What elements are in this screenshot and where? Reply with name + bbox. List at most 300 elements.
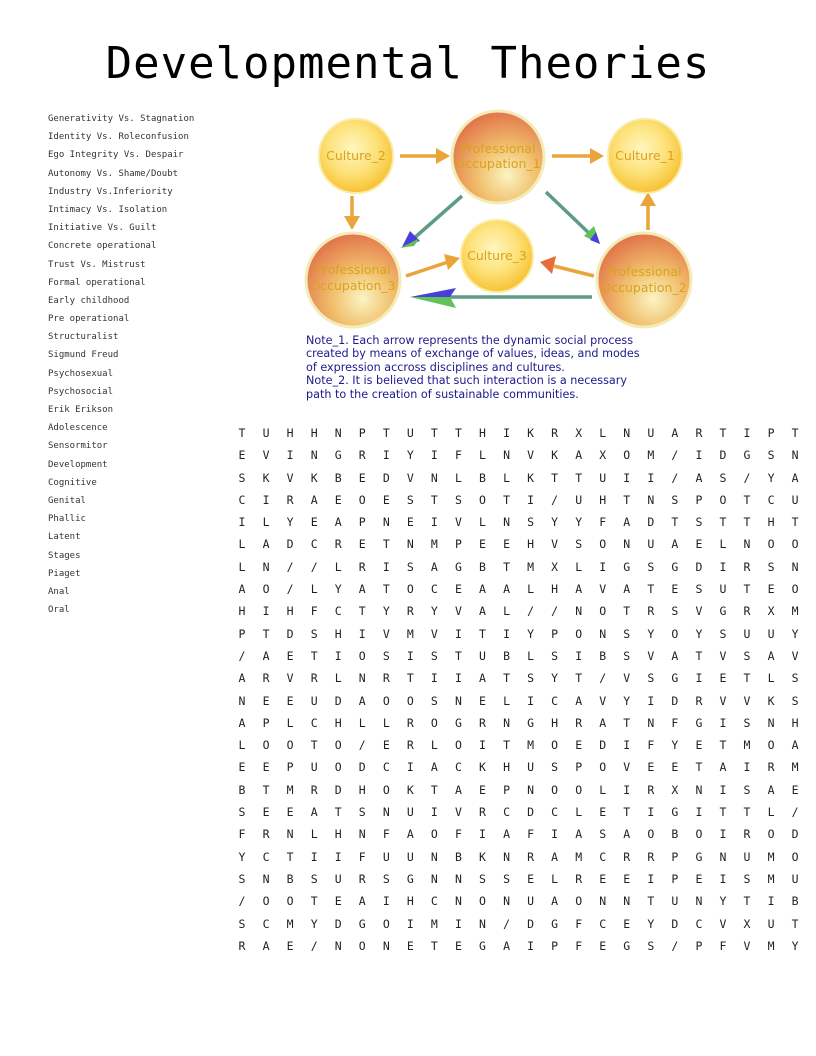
grid-letter[interactable]: / — [238, 894, 246, 909]
grid-letter[interactable]: A — [430, 559, 438, 574]
grid-letter[interactable]: G — [695, 849, 703, 864]
grid-letter[interactable]: R — [743, 604, 751, 619]
grid-letter[interactable]: R — [647, 782, 655, 797]
grid-letter[interactable]: V — [454, 805, 462, 820]
grid-letter[interactable]: K — [527, 470, 535, 485]
grid-letter[interactable]: D — [647, 515, 655, 530]
grid-letter[interactable]: E — [599, 805, 607, 820]
grid-letter[interactable]: S — [479, 871, 486, 886]
grid-letter[interactable]: T — [430, 782, 438, 797]
grid-letter[interactable]: T — [743, 671, 751, 686]
grid-letter[interactable]: R — [527, 849, 535, 864]
grid-letter[interactable]: V — [406, 470, 414, 485]
grid-letter[interactable]: A — [671, 426, 679, 440]
grid-letter[interactable]: H — [527, 537, 535, 552]
grid-letter[interactable]: N — [647, 715, 655, 730]
grid-letter[interactable]: L — [503, 693, 510, 708]
grid-letter[interactable]: F — [575, 938, 583, 953]
grid-letter[interactable]: I — [743, 760, 751, 775]
grid-letter[interactable]: H — [551, 582, 559, 597]
grid-letter[interactable]: A — [479, 604, 486, 619]
grid-letter[interactable]: N — [454, 871, 462, 886]
grid-letter[interactable]: T — [695, 760, 703, 775]
grid-letter[interactable]: R — [479, 715, 486, 730]
grid-letter[interactable]: I — [262, 604, 270, 619]
grid-letter[interactable]: O — [695, 827, 703, 842]
grid-letter[interactable]: T — [743, 805, 751, 820]
grid-letter[interactable]: C — [599, 849, 607, 864]
grid-letter[interactable]: I — [454, 626, 462, 641]
grid-letter[interactable]: E — [286, 693, 294, 708]
grid-letter[interactable]: N — [599, 626, 607, 641]
grid-letter[interactable]: U — [599, 470, 607, 485]
grid-letter[interactable]: H — [334, 626, 342, 641]
grid-letter[interactable]: / — [743, 470, 751, 485]
grid-letter[interactable]: R — [695, 426, 703, 440]
grid-letter[interactable]: Y — [551, 515, 559, 530]
grid-letter[interactable]: P — [551, 626, 559, 641]
grid-letter[interactable]: I — [503, 626, 510, 641]
grid-letter[interactable]: N — [310, 448, 318, 463]
grid-letter[interactable]: X — [767, 604, 775, 619]
grid-letter[interactable]: I — [695, 671, 703, 686]
grid-letter[interactable]: U — [334, 871, 342, 886]
grid-letter[interactable]: B — [454, 849, 462, 864]
grid-letter[interactable]: C — [430, 582, 438, 597]
grid-letter[interactable]: S — [623, 626, 631, 641]
grid-letter[interactable]: V — [262, 448, 270, 463]
grid-letter[interactable]: B — [671, 827, 679, 842]
grid-letter[interactable]: A — [671, 648, 679, 663]
grid-letter[interactable]: Y — [430, 604, 438, 619]
grid-letter[interactable]: K — [479, 760, 486, 775]
grid-letter[interactable]: I — [430, 805, 438, 820]
grid-letter[interactable]: Y — [286, 515, 294, 530]
grid-letter[interactable]: R — [551, 426, 559, 440]
grid-letter[interactable]: / — [791, 805, 799, 820]
grid-letter[interactable]: A — [575, 827, 583, 842]
grid-letter[interactable]: F — [358, 849, 366, 864]
grid-letter[interactable]: I — [647, 805, 655, 820]
grid-letter[interactable]: L — [767, 671, 775, 686]
grid-letter[interactable]: A — [719, 760, 727, 775]
grid-letter[interactable]: R — [647, 604, 655, 619]
grid-letter[interactable]: N — [430, 849, 438, 864]
grid-letter[interactable]: K — [479, 849, 486, 864]
grid-letter[interactable]: D — [334, 782, 342, 797]
grid-letter[interactable]: V — [791, 648, 799, 663]
grid-letter[interactable]: T — [719, 426, 727, 440]
grid-letter[interactable]: T — [310, 648, 318, 663]
grid-letter[interactable]: G — [719, 604, 727, 619]
grid-letter[interactable]: L — [599, 426, 607, 440]
grid-letter[interactable]: V — [743, 693, 751, 708]
grid-letter[interactable]: M — [767, 938, 775, 953]
grid-letter[interactable]: M — [527, 738, 535, 753]
grid-letter[interactable]: L — [527, 582, 535, 597]
grid-letter[interactable]: R — [334, 537, 342, 552]
grid-letter[interactable]: E — [238, 760, 246, 775]
grid-letter[interactable]: O — [479, 492, 486, 507]
grid-letter[interactable]: A — [767, 648, 775, 663]
grid-letter[interactable]: A — [454, 782, 462, 797]
grid-letter[interactable]: T — [310, 894, 318, 909]
grid-letter[interactable]: L — [358, 715, 366, 730]
grid-letter[interactable]: I — [719, 871, 727, 886]
grid-letter[interactable]: N — [286, 827, 294, 842]
grid-letter[interactable]: / — [310, 938, 318, 953]
grid-letter[interactable]: I — [647, 693, 655, 708]
grid-letter[interactable]: R — [262, 827, 270, 842]
grid-letter[interactable]: / — [527, 604, 535, 619]
grid-letter[interactable]: N — [334, 426, 342, 440]
grid-letter[interactable]: U — [767, 626, 775, 641]
grid-letter[interactable]: / — [671, 448, 679, 463]
grid-letter[interactable]: A — [262, 648, 270, 663]
grid-letter[interactable]: O — [767, 738, 775, 753]
grid-letter[interactable]: T — [262, 626, 270, 641]
grid-letter[interactable]: R — [743, 559, 751, 574]
grid-letter[interactable]: I — [599, 559, 607, 574]
grid-letter[interactable]: R — [743, 827, 751, 842]
grid-letter[interactable]: I — [623, 782, 631, 797]
grid-letter[interactable]: I — [479, 738, 486, 753]
grid-letter[interactable]: R — [310, 671, 318, 686]
grid-letter[interactable]: E — [623, 871, 631, 886]
grid-letter[interactable]: O — [551, 782, 559, 797]
grid-letter[interactable]: C — [310, 715, 318, 730]
grid-letter[interactable]: F — [647, 738, 655, 753]
grid-letter[interactable]: G — [695, 715, 703, 730]
grid-letter[interactable]: R — [575, 871, 583, 886]
grid-letter[interactable]: E — [262, 760, 270, 775]
grid-letter[interactable]: T — [382, 426, 390, 440]
grid-letter[interactable]: A — [695, 470, 703, 485]
grid-letter[interactable]: C — [599, 916, 607, 931]
grid-letter[interactable]: C — [695, 916, 703, 931]
grid-letter[interactable]: S — [743, 782, 751, 797]
grid-letter[interactable]: A — [791, 738, 799, 753]
grid-letter[interactable]: E — [599, 938, 607, 953]
grid-letter[interactable]: T — [406, 671, 414, 686]
grid-letter[interactable]: M — [575, 849, 583, 864]
grid-letter[interactable]: E — [358, 470, 366, 485]
grid-letter[interactable]: O — [647, 827, 655, 842]
grid-letter[interactable]: L — [238, 537, 246, 552]
grid-letter[interactable]: E — [382, 492, 390, 507]
grid-letter[interactable]: C — [767, 492, 775, 507]
grid-letter[interactable]: U — [262, 426, 270, 440]
grid-letter[interactable]: N — [623, 537, 631, 552]
grid-letter[interactable]: N — [623, 894, 631, 909]
grid-letter[interactable]: T — [575, 470, 583, 485]
grid-letter[interactable]: / — [671, 470, 679, 485]
grid-letter[interactable]: D — [286, 626, 294, 641]
grid-letter[interactable]: N — [647, 492, 655, 507]
grid-letter[interactable]: I — [647, 871, 655, 886]
grid-letter[interactable]: L — [719, 537, 727, 552]
grid-letter[interactable]: T — [647, 894, 655, 909]
grid-letter[interactable]: N — [575, 604, 583, 619]
grid-letter[interactable]: I — [719, 827, 727, 842]
grid-letter[interactable]: O — [575, 894, 583, 909]
grid-letter[interactable]: Y — [334, 582, 342, 597]
grid-letter[interactable]: S — [599, 827, 607, 842]
grid-letter[interactable]: T — [454, 648, 462, 663]
grid-letter[interactable]: N — [695, 782, 703, 797]
grid-letter[interactable]: S — [743, 648, 751, 663]
grid-letter[interactable]: I — [719, 715, 727, 730]
grid-letter[interactable]: V — [719, 648, 727, 663]
grid-letter[interactable]: S — [238, 916, 246, 931]
grid-letter[interactable]: I — [334, 849, 342, 864]
grid-letter[interactable]: L — [503, 470, 510, 485]
grid-letter[interactable]: H — [599, 492, 607, 507]
grid-letter[interactable]: V — [719, 693, 727, 708]
grid-letter[interactable]: T — [791, 916, 799, 931]
grid-letter[interactable]: N — [791, 448, 799, 463]
grid-letter[interactable]: S — [527, 671, 535, 686]
grid-letter[interactable]: O — [599, 760, 607, 775]
grid-letter[interactable]: T — [719, 738, 727, 753]
grid-letter[interactable]: E — [671, 760, 679, 775]
grid-letter[interactable]: P — [286, 760, 294, 775]
grid-letter[interactable]: C — [551, 805, 559, 820]
grid-letter[interactable]: I — [430, 515, 438, 530]
grid-letter[interactable]: S — [647, 938, 655, 953]
grid-letter[interactable]: A — [358, 894, 366, 909]
grid-letter[interactable]: T — [430, 426, 438, 440]
grid-letter[interactable]: / — [286, 582, 294, 597]
grid-letter[interactable]: O — [334, 738, 342, 753]
grid-letter[interactable]: S — [310, 871, 318, 886]
grid-letter[interactable]: I — [382, 448, 390, 463]
grid-letter[interactable]: I — [503, 426, 510, 440]
grid-letter[interactable]: S — [767, 559, 775, 574]
grid-letter[interactable]: T — [238, 426, 246, 440]
grid-letter[interactable]: M — [406, 626, 414, 641]
grid-letter[interactable]: T — [334, 805, 342, 820]
grid-letter[interactable]: H — [310, 426, 318, 440]
grid-letter[interactable]: C — [503, 805, 510, 820]
grid-letter[interactable]: N — [743, 537, 751, 552]
grid-letter[interactable]: G — [743, 448, 751, 463]
grid-letter[interactable]: V — [719, 916, 727, 931]
grid-letter[interactable]: R — [406, 715, 414, 730]
grid-letter[interactable]: O — [286, 738, 294, 753]
grid-letter[interactable]: S — [743, 715, 751, 730]
grid-letter[interactable]: L — [503, 604, 510, 619]
grid-letter[interactable]: N — [358, 827, 366, 842]
grid-letter[interactable]: X — [599, 448, 607, 463]
grid-letter[interactable]: B — [791, 894, 799, 909]
grid-letter[interactable]: E — [454, 582, 462, 597]
grid-letter[interactable]: R — [767, 760, 775, 775]
grid-letter[interactable]: U — [527, 760, 535, 775]
grid-letter[interactable]: S — [406, 559, 414, 574]
grid-letter[interactable]: I — [767, 894, 775, 909]
grid-letter[interactable]: I — [695, 805, 703, 820]
grid-letter[interactable]: C — [551, 693, 559, 708]
grid-letter[interactable]: O — [767, 537, 775, 552]
grid-letter[interactable]: I — [334, 648, 342, 663]
grid-letter[interactable]: V — [599, 693, 607, 708]
grid-letter[interactable]: F — [382, 827, 390, 842]
grid-letter[interactable]: E — [479, 693, 486, 708]
grid-letter[interactable]: A — [358, 693, 366, 708]
grid-letter[interactable]: N — [695, 894, 703, 909]
grid-letter[interactable]: A — [623, 582, 631, 597]
grid-letter[interactable]: S — [647, 671, 655, 686]
grid-letter[interactable]: H — [551, 715, 559, 730]
grid-letter[interactable]: E — [671, 582, 679, 597]
grid-letter[interactable]: D — [791, 827, 799, 842]
grid-letter[interactable]: O — [406, 582, 414, 597]
grid-letter[interactable]: S — [238, 470, 246, 485]
grid-letter[interactable]: K — [262, 470, 270, 485]
grid-letter[interactable]: A — [623, 827, 631, 842]
grid-letter[interactable]: / — [286, 559, 294, 574]
grid-letter[interactable]: G — [454, 715, 462, 730]
grid-letter[interactable]: U — [575, 492, 583, 507]
grid-letter[interactable]: Y — [647, 916, 655, 931]
grid-letter[interactable]: R — [262, 671, 270, 686]
grid-letter[interactable]: L — [527, 648, 535, 663]
grid-letter[interactable]: N — [430, 871, 438, 886]
grid-letter[interactable]: / — [358, 738, 366, 753]
grid-letter[interactable]: I — [527, 693, 535, 708]
grid-letter[interactable]: O — [551, 738, 559, 753]
grid-letter[interactable]: / — [503, 916, 510, 931]
grid-letter[interactable]: T — [503, 559, 510, 574]
grid-letter[interactable]: O — [599, 537, 607, 552]
grid-letter[interactable]: N — [479, 916, 486, 931]
grid-letter[interactable]: N — [767, 715, 775, 730]
grid-letter[interactable]: H — [791, 715, 799, 730]
grid-letter[interactable]: T — [743, 515, 751, 530]
grid-letter[interactable]: M — [767, 849, 775, 864]
grid-letter[interactable]: C — [382, 760, 390, 775]
grid-letter[interactable]: S — [238, 871, 246, 886]
grid-letter[interactable]: E — [334, 492, 342, 507]
grid-letter[interactable]: D — [382, 470, 390, 485]
grid-letter[interactable]: P — [575, 760, 583, 775]
grid-letter[interactable]: / — [238, 648, 246, 663]
grid-letter[interactable]: G — [671, 671, 679, 686]
grid-letter[interactable]: I — [430, 671, 438, 686]
grid-letter[interactable]: A — [767, 782, 775, 797]
grid-letter[interactable]: E — [575, 738, 583, 753]
grid-letter[interactable]: P — [767, 426, 775, 440]
grid-letter[interactable]: P — [671, 849, 679, 864]
grid-letter[interactable]: R — [310, 782, 318, 797]
grid-letter[interactable]: N — [382, 515, 390, 530]
grid-letter[interactable]: M — [430, 537, 438, 552]
grid-letter[interactable]: A — [479, 671, 486, 686]
grid-letter[interactable]: A — [599, 715, 607, 730]
grid-letter[interactable]: M — [527, 559, 535, 574]
grid-letter[interactable]: I — [551, 827, 559, 842]
grid-letter[interactable]: T — [262, 782, 270, 797]
grid-letter[interactable]: U — [479, 648, 486, 663]
grid-letter[interactable]: M — [791, 604, 799, 619]
grid-letter[interactable]: G — [671, 559, 679, 574]
grid-letter[interactable]: T — [719, 805, 727, 820]
grid-letter[interactable]: U — [767, 916, 775, 931]
grid-letter[interactable]: N — [503, 894, 510, 909]
grid-letter[interactable]: C — [238, 492, 246, 507]
grid-letter[interactable]: I — [743, 426, 751, 440]
grid-letter[interactable]: C — [334, 604, 342, 619]
grid-letter[interactable]: I — [454, 916, 462, 931]
grid-letter[interactable]: D — [695, 559, 703, 574]
grid-letter[interactable]: L — [262, 515, 270, 530]
grid-letter[interactable]: O — [719, 492, 727, 507]
grid-letter[interactable]: N — [599, 894, 607, 909]
grid-letter[interactable]: A — [238, 671, 246, 686]
grid-letter[interactable]: R — [238, 938, 246, 953]
grid-letter[interactable]: T — [503, 492, 510, 507]
grid-letter[interactable]: U — [310, 760, 318, 775]
grid-letter[interactable]: L — [310, 827, 318, 842]
grid-letter[interactable]: N — [358, 671, 366, 686]
grid-letter[interactable]: S — [382, 648, 390, 663]
grid-letter[interactable]: N — [382, 938, 390, 953]
grid-letter[interactable]: E — [623, 916, 631, 931]
grid-letter[interactable]: I — [238, 515, 246, 530]
grid-letter[interactable]: A — [430, 760, 438, 775]
grid-letter[interactable]: M — [743, 738, 751, 753]
grid-letter[interactable]: I — [719, 559, 727, 574]
grid-letter[interactable]: G — [527, 715, 535, 730]
grid-letter[interactable]: R — [575, 715, 583, 730]
grid-letter[interactable]: R — [286, 492, 294, 507]
grid-letter[interactable]: V — [454, 604, 462, 619]
grid-letter[interactable]: L — [238, 559, 246, 574]
grid-letter[interactable]: E — [334, 894, 342, 909]
grid-letter[interactable]: S — [551, 648, 559, 663]
grid-letter[interactable]: C — [310, 537, 318, 552]
grid-letter[interactable]: N — [503, 715, 510, 730]
grid-letter[interactable]: G — [551, 916, 559, 931]
grid-letter[interactable]: V — [623, 671, 631, 686]
grid-letter[interactable]: D — [286, 537, 294, 552]
grid-letter[interactable]: N — [503, 515, 510, 530]
grid-letter[interactable]: K — [310, 470, 318, 485]
grid-letter[interactable]: I — [430, 448, 438, 463]
grid-letter[interactable]: T — [791, 426, 799, 440]
grid-letter[interactable]: O — [791, 849, 799, 864]
grid-letter[interactable]: E — [454, 938, 462, 953]
grid-letter[interactable]: D — [599, 738, 607, 753]
grid-letter[interactable]: O — [334, 760, 342, 775]
grid-letter[interactable]: T — [454, 426, 462, 440]
grid-letter[interactable]: Y — [623, 693, 631, 708]
grid-letter[interactable]: T — [695, 648, 703, 663]
grid-letter[interactable]: E — [310, 515, 318, 530]
grid-letter[interactable]: P — [454, 537, 462, 552]
grid-letter[interactable]: L — [430, 738, 438, 753]
grid-letter[interactable]: H — [334, 715, 342, 730]
grid-letter[interactable]: G — [334, 448, 342, 463]
grid-letter[interactable]: L — [382, 715, 390, 730]
grid-letter[interactable]: S — [310, 626, 318, 641]
grid-letter[interactable]: O — [599, 604, 607, 619]
grid-letter[interactable]: O — [767, 827, 775, 842]
grid-letter[interactable]: R — [406, 738, 414, 753]
grid-letter[interactable]: Y — [575, 515, 583, 530]
grid-letter[interactable]: V — [551, 537, 559, 552]
